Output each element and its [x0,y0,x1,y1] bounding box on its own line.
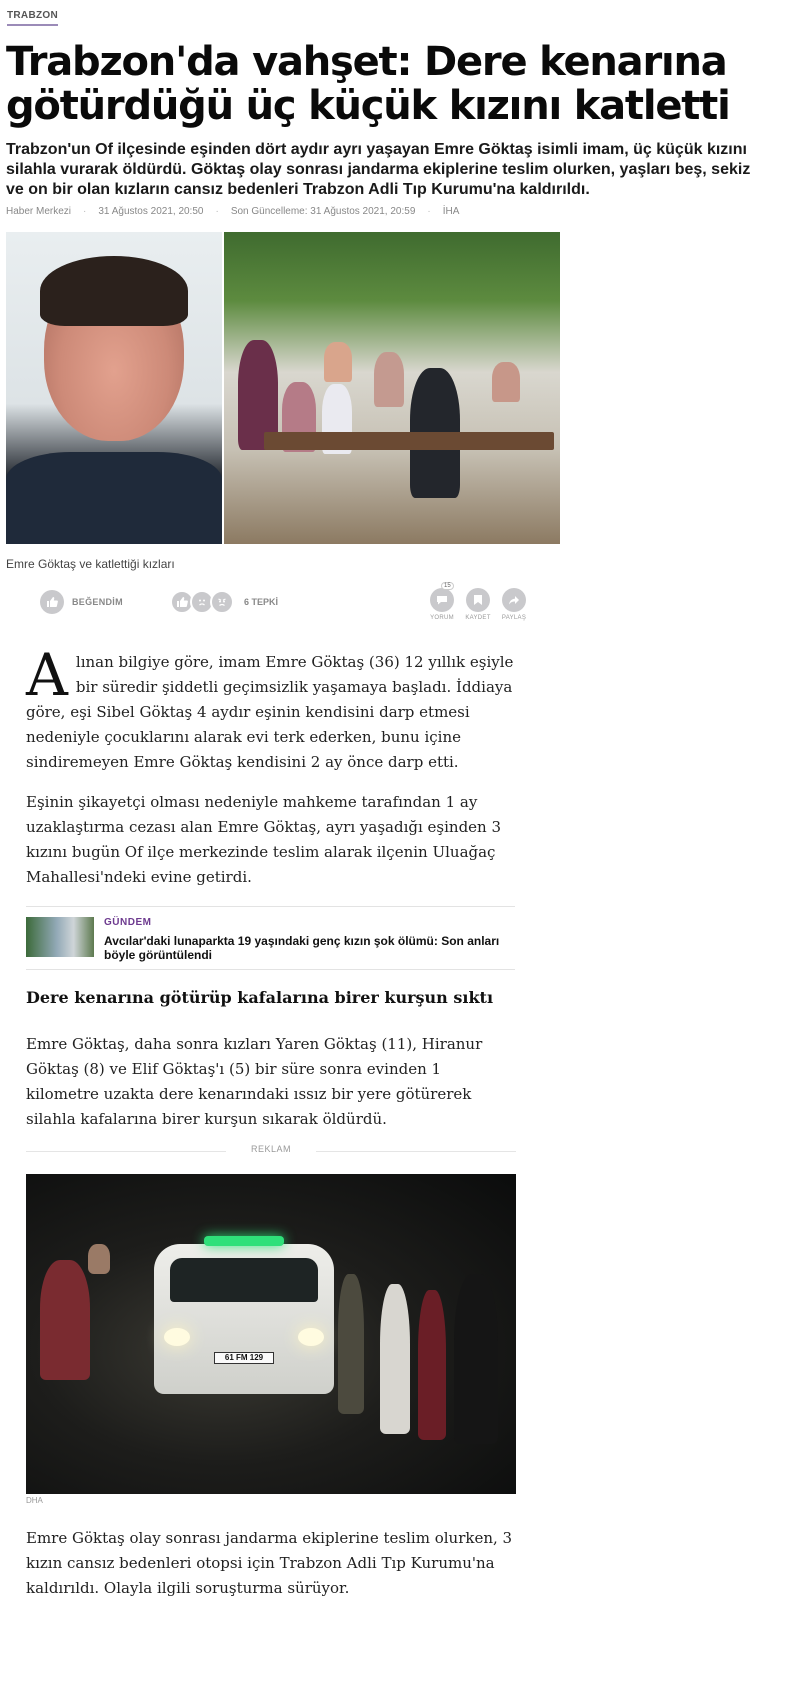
ad-divider [26,1144,516,1158]
updated-date: Son Güncelleme: 31 Ağustos 2021, 20:59 [230,206,416,217]
related-title: Avcılar'daki lunaparkta 19 yaşındaki genç kızın şok ölümü: Son anları böyle görüntülendi [104,934,500,962]
meta-separator: · [215,206,219,217]
angry-face-icon [210,590,234,614]
comment-icon [430,588,454,612]
body-paragraph: Eşinin şikayetçi olması nedeniyle mahkeme tarafından 1 ay uzaklaştırma cezası alan Emre Göktaş, ayrı yaşadığı eşinden 3 kızını bugün Of ilçe merkezinde teslim alarak ilçenin Uluağaç Mahallesi'ndeki evine getirdi. [26,793,502,886]
save-button[interactable] [465,588,491,621]
photo-credit: DHA [26,1496,43,1505]
article-actions [429,583,527,621]
photo-figure [324,342,352,382]
like-label: BEĞENDİM [72,597,123,607]
license-plate: 61 FM 129 [214,1352,274,1364]
article-meta [6,206,459,217]
reactions-summary[interactable] [170,590,278,614]
photo-figure [374,352,404,407]
related-thumbnail [26,917,94,957]
van-lightbar [204,1236,284,1246]
related-article-link[interactable] [26,906,515,970]
article-summary: Trabzon'un Of ilçesinde eşinden dört aydır ayrı yaşayan Emre Göktaş isimli imam, üç küçük kızını silahla vurarak öldürdü. Göktaş olay sonrası jandarma ekiplerine teslim olurken, yaşları beş, sekiz ve on bir olan kızların cansız bedenleri Trabzon Adli Tıp Kurumu'na kaldırıldı. [6,141,751,198]
hearse-van [154,1244,334,1394]
comment-label: YORUM [430,615,454,621]
photo-table [264,432,554,450]
portrait-shirt [6,452,222,544]
share-arrow-icon [502,588,526,612]
hero-caption: Emre Göktaş ve katlettiği kızları [6,557,175,571]
drop-cap: A [26,641,68,709]
bookmark-icon [466,588,490,612]
portrait-photo [6,232,222,544]
meta-separator: · [427,206,431,217]
photo-figure [380,1284,410,1434]
comment-count-badge: 15 [441,582,454,590]
ad-label: REKLAM [250,1144,291,1154]
category-label[interactable]: TRABZON [7,10,58,26]
body-paragraph: Emre Göktaş olay sonrası jandarma ekiplerine teslim olurken, 3 kızın cansız bedenleri otopsi için Trabzon Adli Tıp Kurumu'na kaldırıldı. Olayla ilgili soruşturma sürüyor. [26,1529,513,1597]
share-label: PAYLAŞ [501,615,527,621]
photo-figure [418,1290,446,1440]
save-label: KAYDET [465,615,491,621]
van-headlight [298,1328,324,1346]
reaction-count: 6 TEPKİ [244,597,279,607]
share-button[interactable] [501,588,527,621]
photo-figure [88,1244,110,1274]
comment-button[interactable] [429,583,455,621]
photo-figure [338,1274,364,1414]
published-date: 31 Ağustos 2021, 20:50 [98,206,204,217]
author: Haber Merkezi [6,206,72,217]
related-category: GÜNDEM [104,917,152,928]
article-title: Trabzon'da vahşet: Dere kenarına götürdüğü üç küçük kızını katletti [6,39,730,129]
photo-figure [40,1260,90,1380]
section-subhead: Dere kenarına götürüp kafalarına birer kurşun sıktı [26,988,494,1007]
hero-image[interactable] [6,232,560,544]
news-source: İHA [442,206,460,217]
photo-figure [492,362,520,402]
family-photo [224,232,560,544]
photo-figure [454,1274,498,1444]
paragraph-text: lınan bilgiye göre, imam Emre Göktaş (36) 12 yıllık eşiyle bir süredir şiddetli geçimsizlik yaşamaya başladı. İddiaya göre, eşi Sibel Göktaş 4 aydır eşinin kendisini darp etmesi nedeniyle çocuklarını alarak evi terk ederken, bunu içine sindiremeyen Emre Göktaş kendisini 2 ay önce darp etti. [26,653,514,771]
portrait-hair [40,256,188,326]
reaction-bar [40,583,530,621]
like-button[interactable] [40,590,123,614]
van-headlight [164,1328,190,1346]
thumbs-up-icon [40,590,64,614]
meta-separator: · [83,206,87,217]
body-paragraph [26,641,516,775]
van-windshield [170,1258,318,1302]
body-paragraph: Emre Göktaş, daha sonra kızları Yaren Göktaş (11), Hiranur Göktaş (8) ve Elif Göktaş'ı (5) bir süre sonra evinden 1 kilometre uzakta dere kenarındaki ıssız bir yere götürerek silahla kafalarına birer kurşun sıkarak öldürdü. [26,1035,483,1128]
night-scene-photo[interactable] [26,1174,516,1494]
